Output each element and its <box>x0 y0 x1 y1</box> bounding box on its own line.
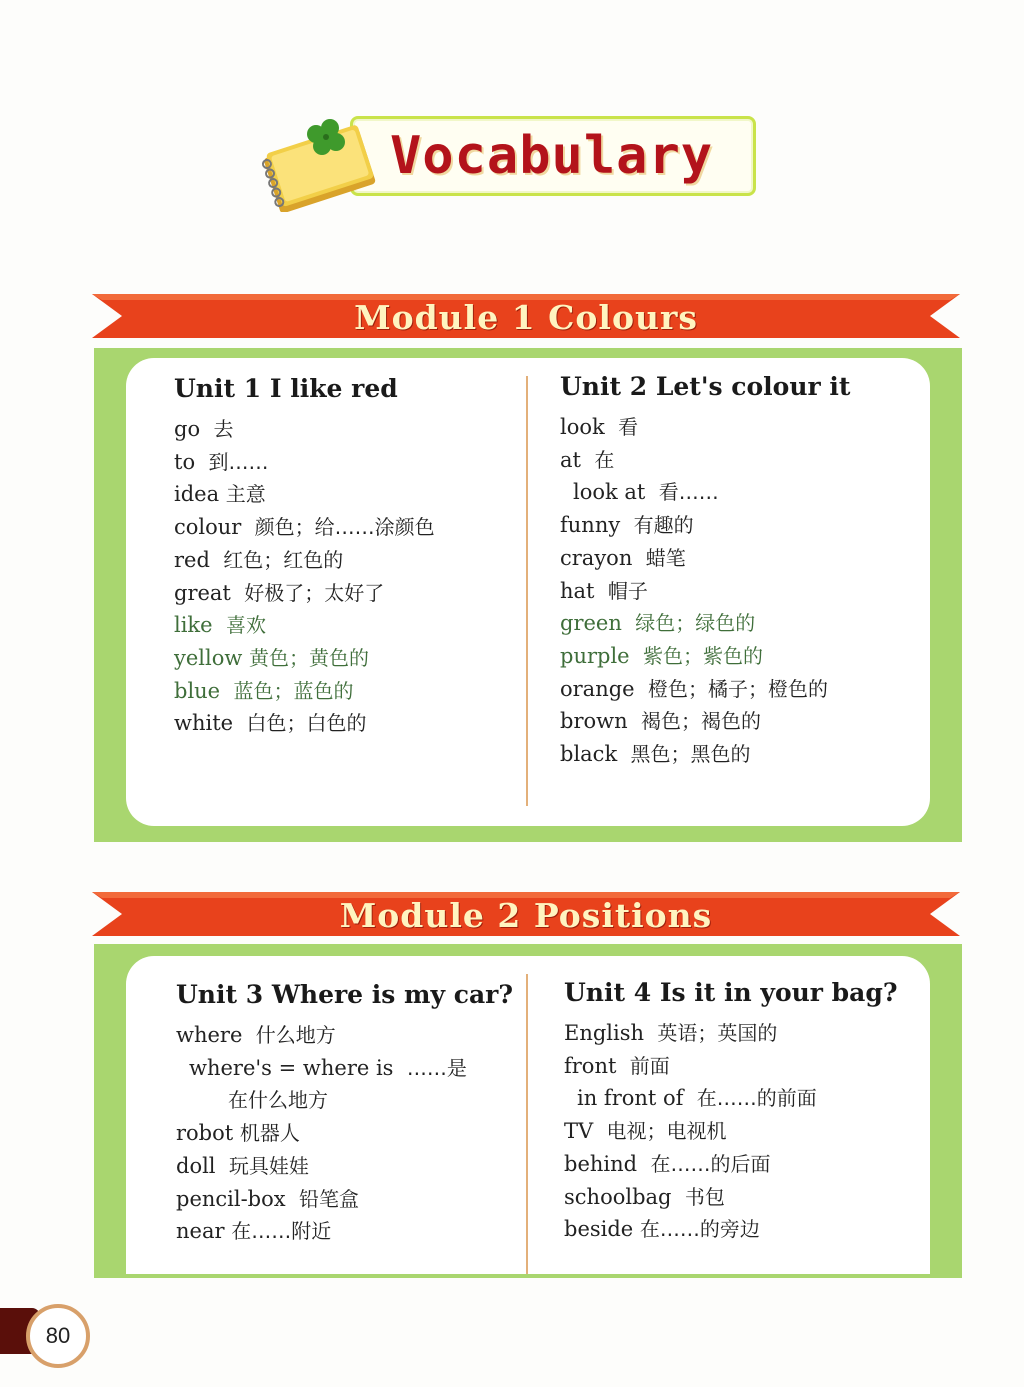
word-item: robot 机器人 <box>176 1121 300 1146</box>
word-item: in front of 在……的前面 <box>577 1086 817 1111</box>
word-item: where 什么地方 <box>176 1023 336 1047</box>
word-item: schoolbag 书包 <box>564 1184 725 1209</box>
word-item: English 英语；英国的 <box>564 1021 778 1045</box>
word-item: 在什么地方 <box>228 1088 328 1113</box>
unit-2-column <box>560 372 850 771</box>
word-item: like 喜欢 <box>174 613 266 638</box>
word-item: front 前面 <box>564 1053 670 1078</box>
unit-3-column <box>176 980 513 1248</box>
unit-3-title: Unit 3 Where is my car? <box>176 980 513 1009</box>
module-2-title: Module 2 Positions <box>339 896 713 935</box>
word-item: crayon 蜡笔 <box>560 545 686 570</box>
unit-2-title: Unit 2 Let's colour it <box>560 372 851 401</box>
word-item: idea 主意 <box>174 482 266 507</box>
unit-4-title: Unit 4 Is it in your bag? <box>564 978 898 1007</box>
word-item: great 好极了；太好了 <box>174 580 385 605</box>
word-item: blue 蓝色；蓝色的 <box>174 678 354 703</box>
notebook-clover-icon <box>250 112 390 212</box>
word-item: go 去 <box>174 417 234 441</box>
word-item: at 在 <box>560 447 615 472</box>
unit-1-column <box>174 374 435 740</box>
word-item: pencil-box 铅笔盒 <box>176 1186 359 1211</box>
module-2-banner <box>92 890 960 938</box>
word-item: green 绿色；绿色的 <box>560 611 756 636</box>
column-divider <box>526 974 528 1274</box>
page-number: 80 <box>26 1304 90 1368</box>
word-item: orange 橙色；橘子；橙色的 <box>560 676 828 701</box>
word-item: funny 有趣的 <box>560 513 694 538</box>
word-item: hat 帽子 <box>560 578 648 603</box>
module-2-panel <box>94 944 962 1278</box>
word-item: brown 褐色；褐色的 <box>560 709 761 734</box>
word-item: colour 颜色；给……涂颜色 <box>174 515 435 540</box>
vocabulary-header <box>250 112 760 212</box>
word-item: red 红色；红色的 <box>174 547 344 572</box>
word-item: yellow 黄色；黄色的 <box>174 645 370 670</box>
page-title: Vocabulary <box>390 126 714 186</box>
word-item: purple 紫色；紫色的 <box>560 643 763 668</box>
word-item: where's = where is ……是 <box>189 1055 467 1080</box>
module-1-title: Module 1 Colours <box>354 298 698 337</box>
word-item: look at 看…… <box>573 480 719 505</box>
word-item: doll 玩具娃娃 <box>176 1153 309 1178</box>
word-item: behind 在……的后面 <box>564 1151 771 1176</box>
column-divider <box>526 376 528 806</box>
word-item: near 在……附近 <box>176 1219 332 1244</box>
module-1-banner <box>92 292 960 340</box>
module-1-panel <box>94 348 962 842</box>
word-item: beside 在……的旁边 <box>564 1217 760 1242</box>
word-item: look 看 <box>560 415 639 439</box>
unit-1-title: Unit 1 I like red <box>174 374 398 403</box>
unit-4-column <box>564 978 897 1246</box>
word-item: TV 电视；电视机 <box>564 1119 727 1144</box>
word-item: black 黑色；黑色的 <box>560 742 751 767</box>
word-item: to 到…… <box>174 449 269 474</box>
word-item: white 白色；白色的 <box>174 711 367 736</box>
